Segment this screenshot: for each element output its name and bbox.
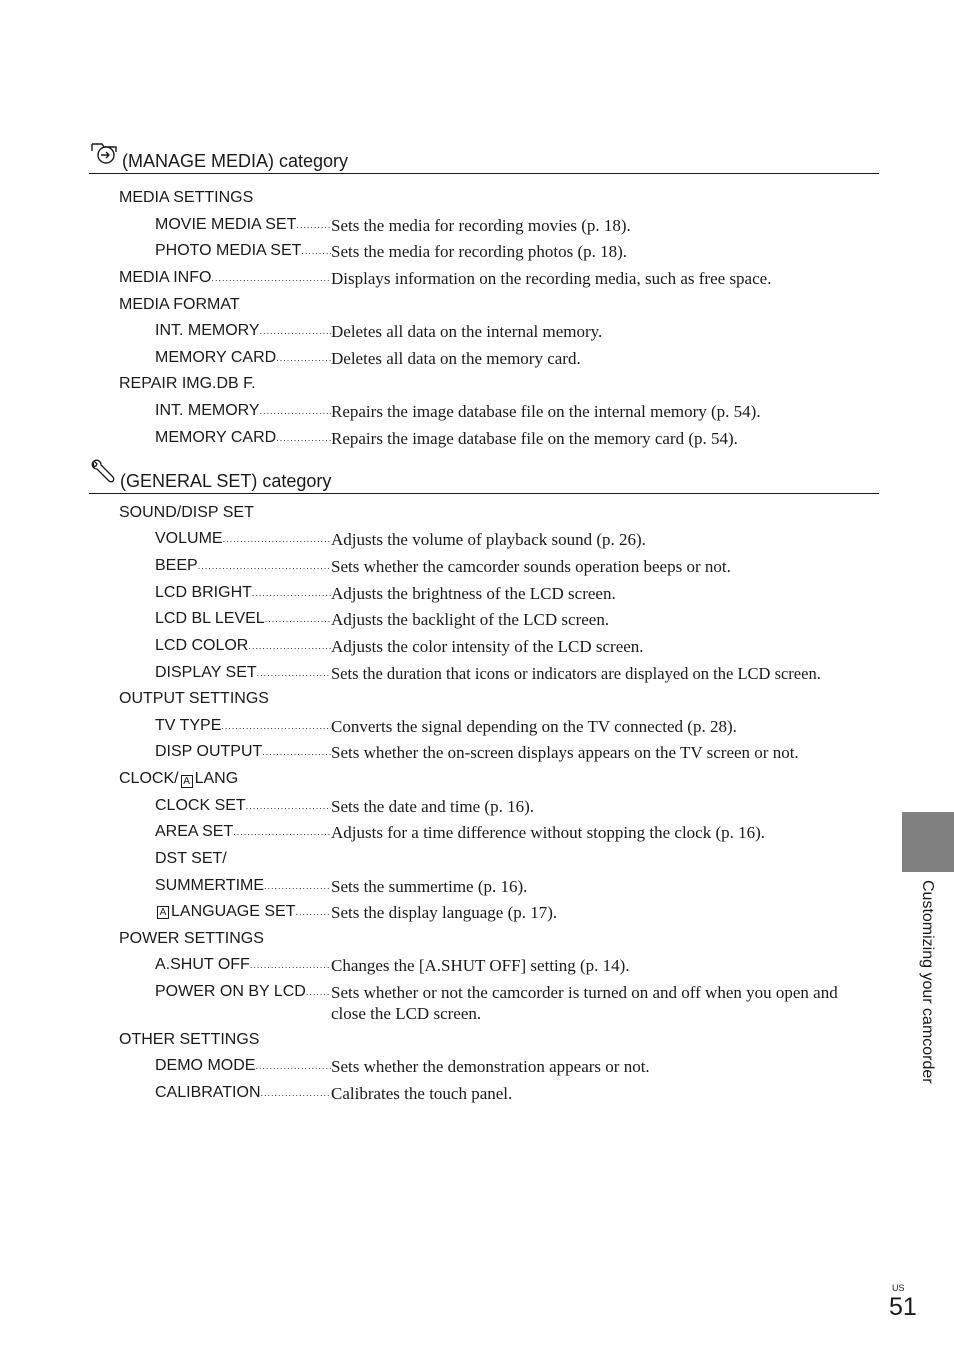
menu-row: AREA SET ..... Adjusts for a time difference without stopping the clock (p. 16).: [155, 822, 877, 843]
menu-row: MEMORY CARD ..... Repairs the image database file on the memory card (p. 54).: [155, 428, 877, 449]
menu-row: PHOTO MEDIA SET ..... Sets the media for recording photos (p. 18).: [155, 241, 877, 262]
general-set-heading: [89, 466, 879, 494]
group-clock-lang: CLOCK/ A LANG: [119, 770, 239, 787]
side-tab-marker: [902, 812, 954, 872]
menu-row: INT. MEMORY ..... Deletes all data on the internal memory.: [155, 321, 877, 342]
menu-row: MEDIA INFO ..... Displays information on the recording media, such as free space.: [119, 268, 877, 289]
menu-row: SUMMERTIME ..... Sets the summertime (p. 16).: [155, 876, 877, 897]
group-sound-disp: SOUND/DISP SET: [119, 504, 254, 521]
group-media-settings: MEDIA SETTINGS: [119, 189, 254, 206]
general-set-title: (GENERAL SET) category: [120, 471, 332, 491]
menu-row: LCD BL LEVEL ..... Adjusts the backlight of the LCD screen.: [155, 609, 877, 630]
group-output: OUTPUT SETTINGS: [119, 690, 269, 707]
language-icon: A: [157, 906, 169, 919]
manage-media-title: (MANAGE MEDIA) category: [122, 151, 349, 171]
menu-row: POWER ON BY LCD ..... Sets whether or not the camcorder is turned on and off when you open and close the LCD screen.: [155, 982, 877, 1024]
language-icon: A: [181, 775, 193, 788]
manage-media-heading: [89, 146, 879, 174]
general-set-section: [89, 466, 879, 494]
manage-media-section: [89, 146, 879, 174]
menu-row: LCD BRIGHT ..... Adjusts the brightness of the LCD screen.: [155, 583, 877, 604]
side-tab-label: Customizing your camcorder: [919, 880, 936, 1084]
page-number: 51: [889, 1293, 917, 1321]
menu-row: CLOCK SET ..... Sets the date and time (p. 16).: [155, 796, 877, 817]
dst-set-label: DST SET/: [155, 850, 227, 867]
menu-row: A LANGUAGE SET ..... Sets the display language (p. 17).: [155, 902, 877, 923]
menu-row: INT. MEMORY ..... Repairs the image database file on the internal memory (p. 54).: [155, 401, 877, 422]
page-region: US: [892, 1283, 905, 1293]
menu-row: MOVIE MEDIA SET ..... Sets the media for recording movies (p. 18).: [155, 215, 877, 236]
menu-row: A.SHUT OFF ..... Changes the [A.SHUT OFF] setting (p. 14).: [155, 955, 877, 976]
menu-row: DISPLAY SET ..... Sets the duration that icons or indicators are displayed on the LCD screen.: [155, 663, 877, 684]
menu-row: LCD COLOR ..... Adjusts the color intensity of the LCD screen.: [155, 636, 877, 657]
menu-row: CALIBRATION ..... Calibrates the touch panel.: [155, 1083, 877, 1104]
menu-row: VOLUME ..... Adjusts the volume of playback sound (p. 26).: [155, 529, 877, 550]
menu-row: DISP OUTPUT ..... Sets whether the on-screen displays appears on the TV screen or not.: [155, 742, 877, 763]
wrench-icon: [89, 459, 117, 490]
group-repair: REPAIR IMG.DB F.: [119, 375, 256, 392]
group-media-format: MEDIA FORMAT: [119, 296, 240, 313]
group-power: POWER SETTINGS: [119, 930, 264, 947]
menu-row: BEEP ..... Sets whether the camcorder sounds operation beeps or not.: [155, 556, 877, 577]
manage-media-icon: [89, 141, 119, 170]
menu-row: DEMO MODE ..... Sets whether the demonstration appears or not.: [155, 1056, 877, 1077]
menu-row: MEMORY CARD ..... Deletes all data on the memory card.: [155, 348, 877, 369]
menu-row: TV TYPE ..... Converts the signal depending on the TV connected (p. 28).: [155, 716, 877, 737]
group-other: OTHER SETTINGS: [119, 1031, 260, 1048]
